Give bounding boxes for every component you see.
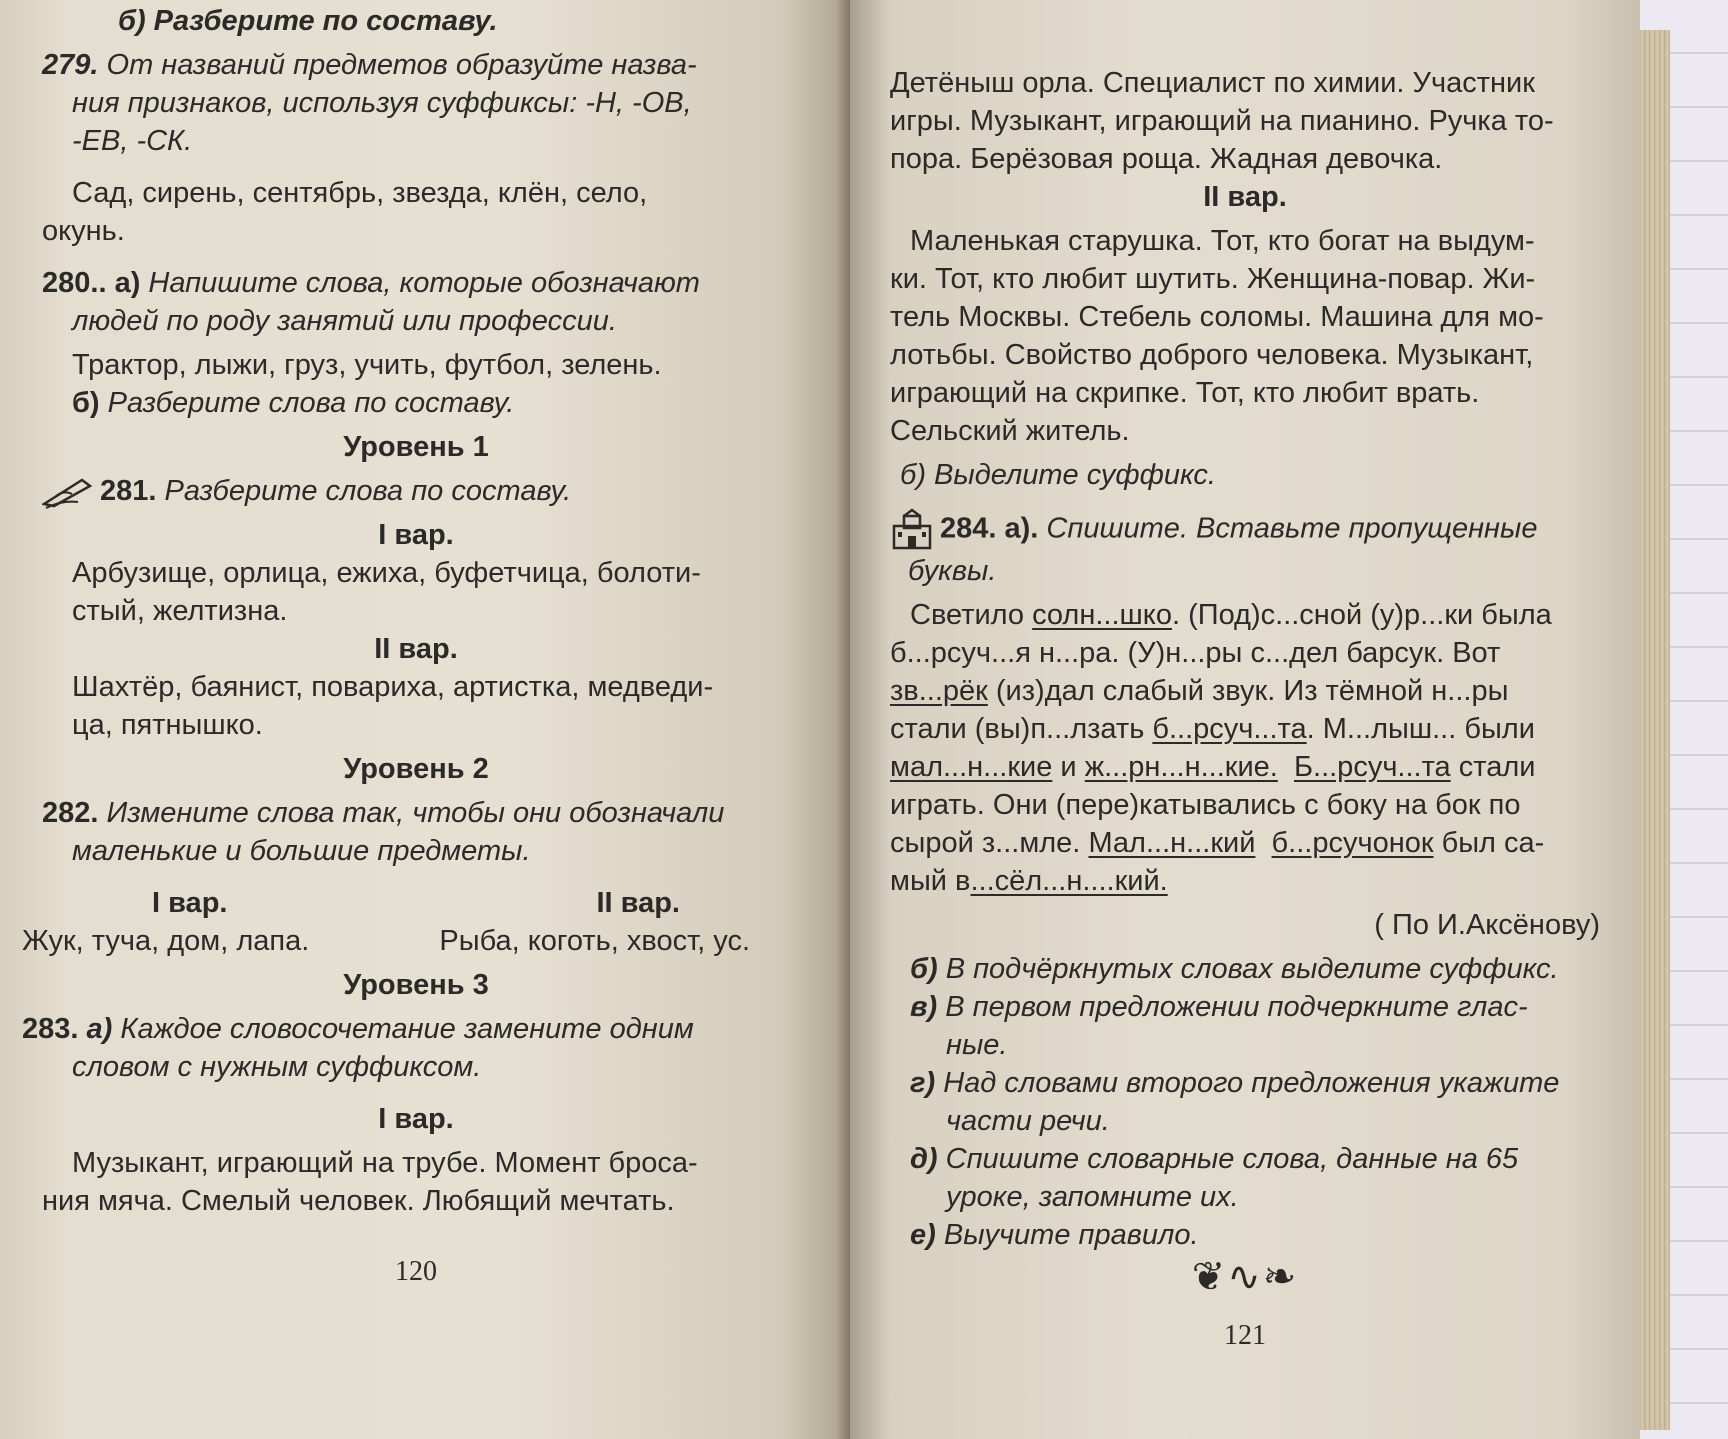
part-label: г) <box>910 1067 936 1099</box>
exercise-283 <box>22 1010 810 1220</box>
exercise-282 <box>22 794 810 960</box>
task-text: части речи. <box>946 1105 1110 1137</box>
level-heading: Уровень 2 <box>343 753 489 786</box>
exercise-281 <box>22 472 810 744</box>
level-heading: Уровень 1 <box>343 431 489 463</box>
task-list <box>890 950 1600 1254</box>
castle-icon <box>890 508 934 552</box>
part-label: б) <box>910 953 938 985</box>
exercise-number: 283. <box>22 1013 79 1046</box>
task-text: уроке, запомните их. <box>946 1181 1239 1213</box>
variant-heading: I вар. <box>378 519 454 552</box>
exercise-task: Напишите слова, которые обозначают <box>148 267 700 299</box>
underlined-word: Мал...н...кий <box>1088 827 1256 859</box>
left-page <box>0 0 850 1439</box>
exercise-task: -ЕВ, -СК. <box>72 125 193 157</box>
page-number: 120 <box>395 1256 437 1288</box>
exercise-279 <box>22 46 810 250</box>
part-label: б) <box>72 387 100 419</box>
part-label: в) <box>910 991 938 1023</box>
exercise-task: Разберите слова по составу. <box>164 475 572 507</box>
exercise-task: От названий предметов образуйте назва- <box>106 49 697 81</box>
exercise-number: 282. <box>42 797 99 830</box>
underlined-word: Б...рсуч...та <box>1293 751 1451 783</box>
exercise-number: 280.. <box>42 267 107 299</box>
part-label: а) <box>114 267 141 299</box>
underlined-word: б...рсучонок <box>1271 827 1434 859</box>
text-line: лотьбы. Свойство доброго человека. Музыкант, <box>890 339 1534 371</box>
text-line: мал...н...кие и ж...рн...н...кие. Б...рсуч...та стали <box>890 751 1536 783</box>
exercise-number: 284. <box>940 512 997 545</box>
underlined-word: ж...рн...н...кие. <box>1084 751 1278 783</box>
text-line: игры. Музыкант, играющий на пианино. Ручка то- <box>890 105 1554 137</box>
exercise-task: Измените слова так, чтобы они обозначали <box>106 797 725 830</box>
word-list: окунь. <box>42 215 125 247</box>
text-line: Музыкант, играющий на трубе. Момент броса- <box>72 1147 698 1180</box>
task-text: Выучите правило. <box>943 1219 1199 1251</box>
text-line: играющий на скрипке. Тот, кто любит врать. <box>890 377 1480 409</box>
exercise-task: словом с нужным суффиксом. <box>72 1051 482 1084</box>
exercise-280 <box>22 264 810 422</box>
source-attribution: ( По И.Аксёнову) <box>1374 909 1600 941</box>
text-line: играть. Они (пере)катывались с боку на бок по <box>890 789 1521 821</box>
text-line: зв...рёк (из)дал слабый звук. Из тёмной н...ры <box>890 675 1509 707</box>
task-text: Спишите словарные слова, данные на 65 <box>945 1143 1519 1175</box>
text-line: мый в...сёл...н....кий. <box>890 865 1168 897</box>
word-list: Арбузище, орлица, ежиха, буфетчица, болоти- <box>72 557 701 590</box>
underlined-word: б...рсуч...та <box>1152 713 1307 745</box>
variant-heading: II вар. <box>374 633 458 666</box>
text-line: пора. Берёзовая роща. Жадная девочка. <box>890 143 1443 175</box>
text-line: сырой з...мле. Мал...н...кий б...рсучонок был са- <box>890 827 1545 859</box>
exercise-task: людей по роду занятий или профессии. <box>72 305 617 337</box>
exercise-number: 281. <box>100 475 157 507</box>
level-heading: Уровень 3 <box>343 969 489 1002</box>
part-label: е) <box>910 1219 936 1251</box>
exercise-task: Спишите. Вставьте пропущенные <box>1046 512 1538 545</box>
word-list: Шахтёр, баянист, повариха, артистка, медведи- <box>72 671 714 704</box>
task-text: В первом предложении подчеркните глас- <box>945 991 1528 1023</box>
text-line: стали (вы)п...лзать б...рсуч...та. М...лыш... были <box>890 713 1535 745</box>
word-list: Рыба, коготь, хвост, ус. <box>439 925 750 958</box>
ornament-icon: ❦∿❧ <box>1191 1255 1299 1299</box>
exercise-task: маленькие и большие предметы. <box>72 835 531 868</box>
text-line: ки. Тот, кто любит шутить. Женщина-повар. Жи- <box>890 263 1536 295</box>
text-line: б...рсуч...я н...ра. (У)н...ры с...дел барсук. Вот <box>890 637 1501 669</box>
word-list: Жук, туча, дом, лапа. <box>22 925 310 958</box>
variant-heading: I вар. <box>378 1103 454 1136</box>
word-list: ца, пятнышко. <box>72 709 263 742</box>
exercise-task: ния признаков, используя суффиксы: -Н, -ОВ, <box>72 87 692 119</box>
text-line: Детёныш орла. Специалист по химии. Участник <box>890 67 1535 99</box>
part-label: д) <box>910 1143 938 1175</box>
underlined-word: ...сёл...н....кий. <box>970 865 1168 897</box>
variant-heading: II вар. <box>596 887 680 920</box>
task-text: Над словами второго предложения укажите <box>943 1067 1560 1099</box>
exercise-task: Каждое словосочетание замените одним <box>120 1013 694 1046</box>
variant-heading: II вар. <box>1203 181 1287 213</box>
underlined-word: зв...рёк <box>890 675 988 707</box>
right-page <box>850 0 1640 1439</box>
exercise-284 <box>890 508 1600 1254</box>
exercise-number: 279. <box>42 49 99 81</box>
word-list: Сад, сирень, сентябрь, звезда, клён, село, <box>72 177 648 209</box>
variant-heading: I вар. <box>152 887 228 920</box>
underlined-word: солн...шко <box>1032 599 1172 631</box>
underlined-word: мал...н...кие <box>890 751 1053 783</box>
page-number: 121 <box>1224 1320 1266 1351</box>
text-line: ния мяча. Смелый человек. Любящий мечтать. <box>42 1185 675 1218</box>
task-text: В подчёркнутых словах выделите суффикс. <box>945 953 1559 985</box>
exercise-task: буквы. <box>908 555 997 587</box>
task-item: б) Выделите суффикс. <box>900 459 1216 491</box>
text-line: Маленькая старушка. Тот, кто богат на выдум- <box>910 225 1535 257</box>
part-label: а) <box>86 1013 113 1046</box>
exercise-task: Разберите слова по составу. <box>107 387 515 419</box>
pencil-hand-icon <box>42 474 96 510</box>
word-list: Трактор, лыжи, груз, учить, футбол, зелень. <box>72 349 662 381</box>
part-label: а). <box>1004 512 1039 545</box>
text-line: Сельский житель. <box>890 415 1130 447</box>
text-line: тель Москвы. Стебель соломы. Машина для мо- <box>890 301 1544 333</box>
task-item: б) Разберите по составу. <box>118 5 498 37</box>
task-text: ные. <box>946 1029 1008 1061</box>
word-list: стый, желтизна. <box>72 595 288 628</box>
text-line: Светило солн...шко. (Под)с...сной (у)р...ки была <box>910 599 1552 631</box>
